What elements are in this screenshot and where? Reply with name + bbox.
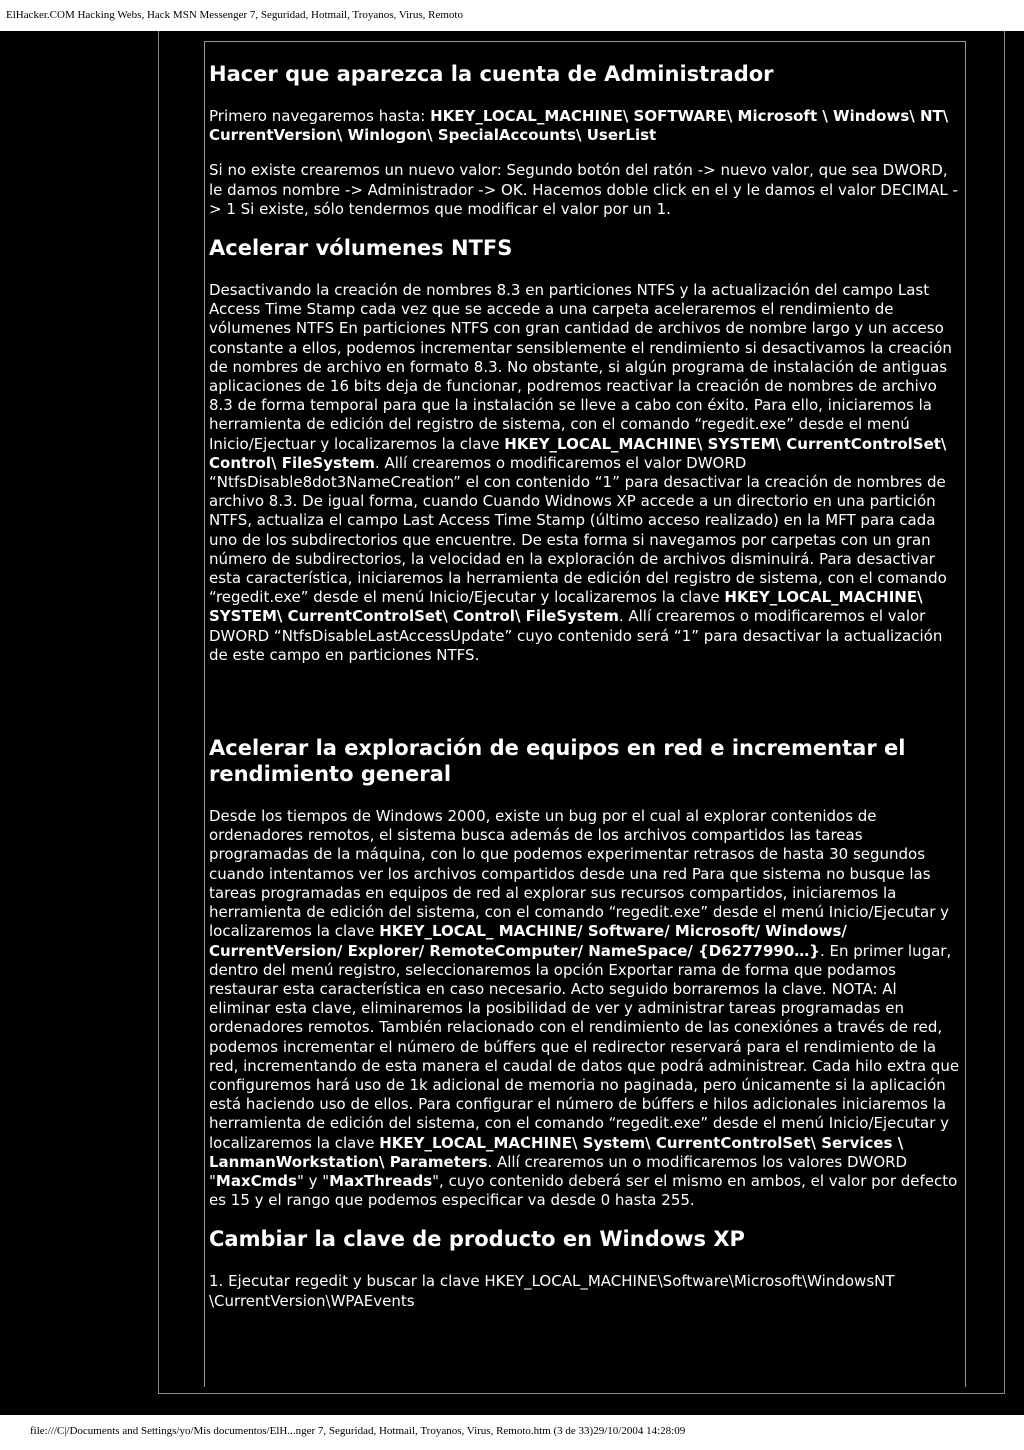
page-background <box>0 31 1024 1415</box>
blank-spacer <box>209 681 961 735</box>
network-text-c: . Allí crearemos un o modificaremos los valores DWORD " <box>209 1152 908 1190</box>
registry-key: HKEY_LOCAL_MACHINE\ SOFTWARE\ Microsoft \ Windows\ NT\ CurrentVersion\ Winlogon\ SpecialAccounts\ UserList <box>209 107 949 145</box>
productkey-paragraph-1: 1. Ejecutar regedit y buscar la clave HKEY_LOCAL_MACHINE\Software\Microsoft\WindowsNT \CurrentVersion\WPAEvents <box>209 1272 895 1310</box>
network-text-a: Desde los tiempos de Windows 2000, existe un bug por el cual al explorar contenidos de ordenadores remotos, el sistema busca además de los archivos compartidos las tareas programadas de la máquina, con lo que podemos experimentar retrasos de hasta 30 segundos cuando intentamos ver los archivos compartidos desde una red Para que sistema no busque las tareas programadas en equipos de red al explorar sus recursos compartidos, iniciaremos la herramienta de edición del sistema, con el comando “regedit.exe” desde el menú Inicio/Ejecutar y localizaremos la clave <box>209 807 950 941</box>
print-footer <box>0 1415 1024 1450</box>
registry-key: HKEY_LOCAL_MACHINE\ SYSTEM\ CurrentControlSet\ Control\ FileSystem <box>209 588 923 626</box>
dword-value-name: MaxCmds <box>215 1171 297 1190</box>
network-text-b: . En primer lugar, dentro del menú registro, seleccionaremos la opción Exportar rama de forma que podamos restaurar esta característica en caso necesario. Acto seguido borraremos la clave. NOTA: Al eliminar esta clave, eliminaremos la posibilidad de ver y administrar tareas programadas en ordenadores remotos. También relacionado con el rendimiento de las conexiónes a través de red, podemos incrementar el número de búffers que el redirector reservará para el rendimiento de la red, incrementando de esta manera el caudal de datos que podrá administrear. Cada hilo extra que configuremos hará uso de 1k adicional de memoria no paginada, pero únicamente si la aplicación está haciendo uso de ellos. Para configurar el número de búffers e hilos adicionales iniciaremos la herramienta de edición del sistema, con el comando “regedit.exe” desde el menú Inicio/Ejecutar y localizaremos la clave <box>209 941 960 1152</box>
article-content <box>209 61 961 1327</box>
section-heading-network: Acelerar la exploración de equipos en red e incrementar el rendimiento general <box>209 736 906 787</box>
header-title: ElHacker.COM Hacking Webs, Hack MSN Messenger 7, Seguridad, Hotmail, Troyanos, Virus, Remoto <box>6 9 463 21</box>
registry-key: HKEY_LOCAL_ MACHINE/ Software/ Microsoft/ Windows/ CurrentVersion/ Explorer/ RemoteComputer/ NameSpace/ {D6277990…} <box>209 922 847 960</box>
network-text-d: " y " <box>296 1171 330 1190</box>
registry-key: HKEY_LOCAL_MACHINE\ SYSTEM\ CurrentControlSet\ Control\ FileSystem <box>209 434 947 472</box>
ntfs-paragraph <box>209 281 961 665</box>
network-paragraph <box>209 807 961 1210</box>
ntfs-text-a: Desactivando la creación de nombres 8.3 en particiones NTFS y la actualización del campo Last Access Time Stamp cada vez que se accede a una carpeta aceleraremos el rendimiento de vólumenes NTFS En particiones NTFS con gran cantidad de archivos de nombre largo y un acceso constante a ellos, podemos incrementar sensiblemente el rendimiento si desactivamos la creación de nombres de archivo en formato 8.3. No obstante, si algún programa de instalación de antiguas aplicaciones de 16 bits deja de funcionar, podremos reactivar la creación de nombres de archivo 8.3 de forma temporal para que la instalación se lleve a cabo con éxito. Para ello, iniciaremos la herramienta de edición del registro de sistema, con el comando “regedit.exe” desde el menú Inicio/Ejectuar y localizaremos la clave <box>209 281 952 453</box>
footer-file-path: file:///C|/Documents and Settings/yo/Mis documentos/ElH...nger 7, Seguridad, Hotmail, Troyanos, Virus, Remoto.htm (3 de 33)29/10/2004 14:28:09 <box>30 1425 686 1437</box>
network-text-e: ", cuyo contenido deberá ser el mismo en ambos, el valor por defecto es 15 y el rango que podemos especificar va desde 0 hasta 255. <box>209 1171 958 1210</box>
section-heading-admin: Hacer que aparezca la cuenta de Administrador <box>209 62 774 86</box>
admin-intro-text: Primero navegaremos hasta: <box>209 107 431 125</box>
ntfs-text-b: . Allí crearemos o modificaremos el valor DWORD “NtfsDisable8dot3NameCreation” el con contenido “1” para desactivar la creación de nombres de archivo 8.3. De igual forma, cuando Cuando Widnows XP accede a un directorio en una partición NTFS, actualiza el campo Last Access Time Stamp (último acceso realizado) en la MFT para cada uno de los subdirectorios que encuentre. De esta forma si navegamos por carpetas con un gran número de subdirectorios, la velocidad en la exploración de archivos disminuirá. Para desactivar esta característica, iniciaremos la herramienta de edición del registro de sistema, con el comando “regedit.exe” desde el menú Inicio/Ejecutar y localizaremos la clave <box>209 453 947 607</box>
section-heading-ntfs: Acelerar vólumenes NTFS <box>209 236 513 261</box>
print-header <box>0 0 1024 31</box>
admin-paragraph-1 <box>209 107 961 145</box>
dword-value-name: MaxThreads <box>329 1171 433 1190</box>
registry-key: HKEY_LOCAL_MACHINE\ System\ CurrentControlSet\ Services \ LanmanWorkstation\ Parameters <box>209 1133 904 1171</box>
section-heading-productkey: Cambiar la clave de producto en Windows XP <box>209 1227 745 1252</box>
ntfs-text-c: . Allí crearemos o modificaremos el valor DWORD “NtfsDisableLastAccessUpdate” cuyo contenido será “1” para desactivar la actualización de este campo en particiones NTFS. <box>209 607 943 664</box>
admin-paragraph-2: Si no existe crearemos un nuevo valor: Segundo botón del ratón -> nuevo valor, que sea DWORD, le damos nombre -> Administrador -> OK. Hacemos doble click en el y le damos el valor DECIMAL -> 1 Si existe, sólo tendermos que modificar el valor por un 1. <box>209 161 958 218</box>
